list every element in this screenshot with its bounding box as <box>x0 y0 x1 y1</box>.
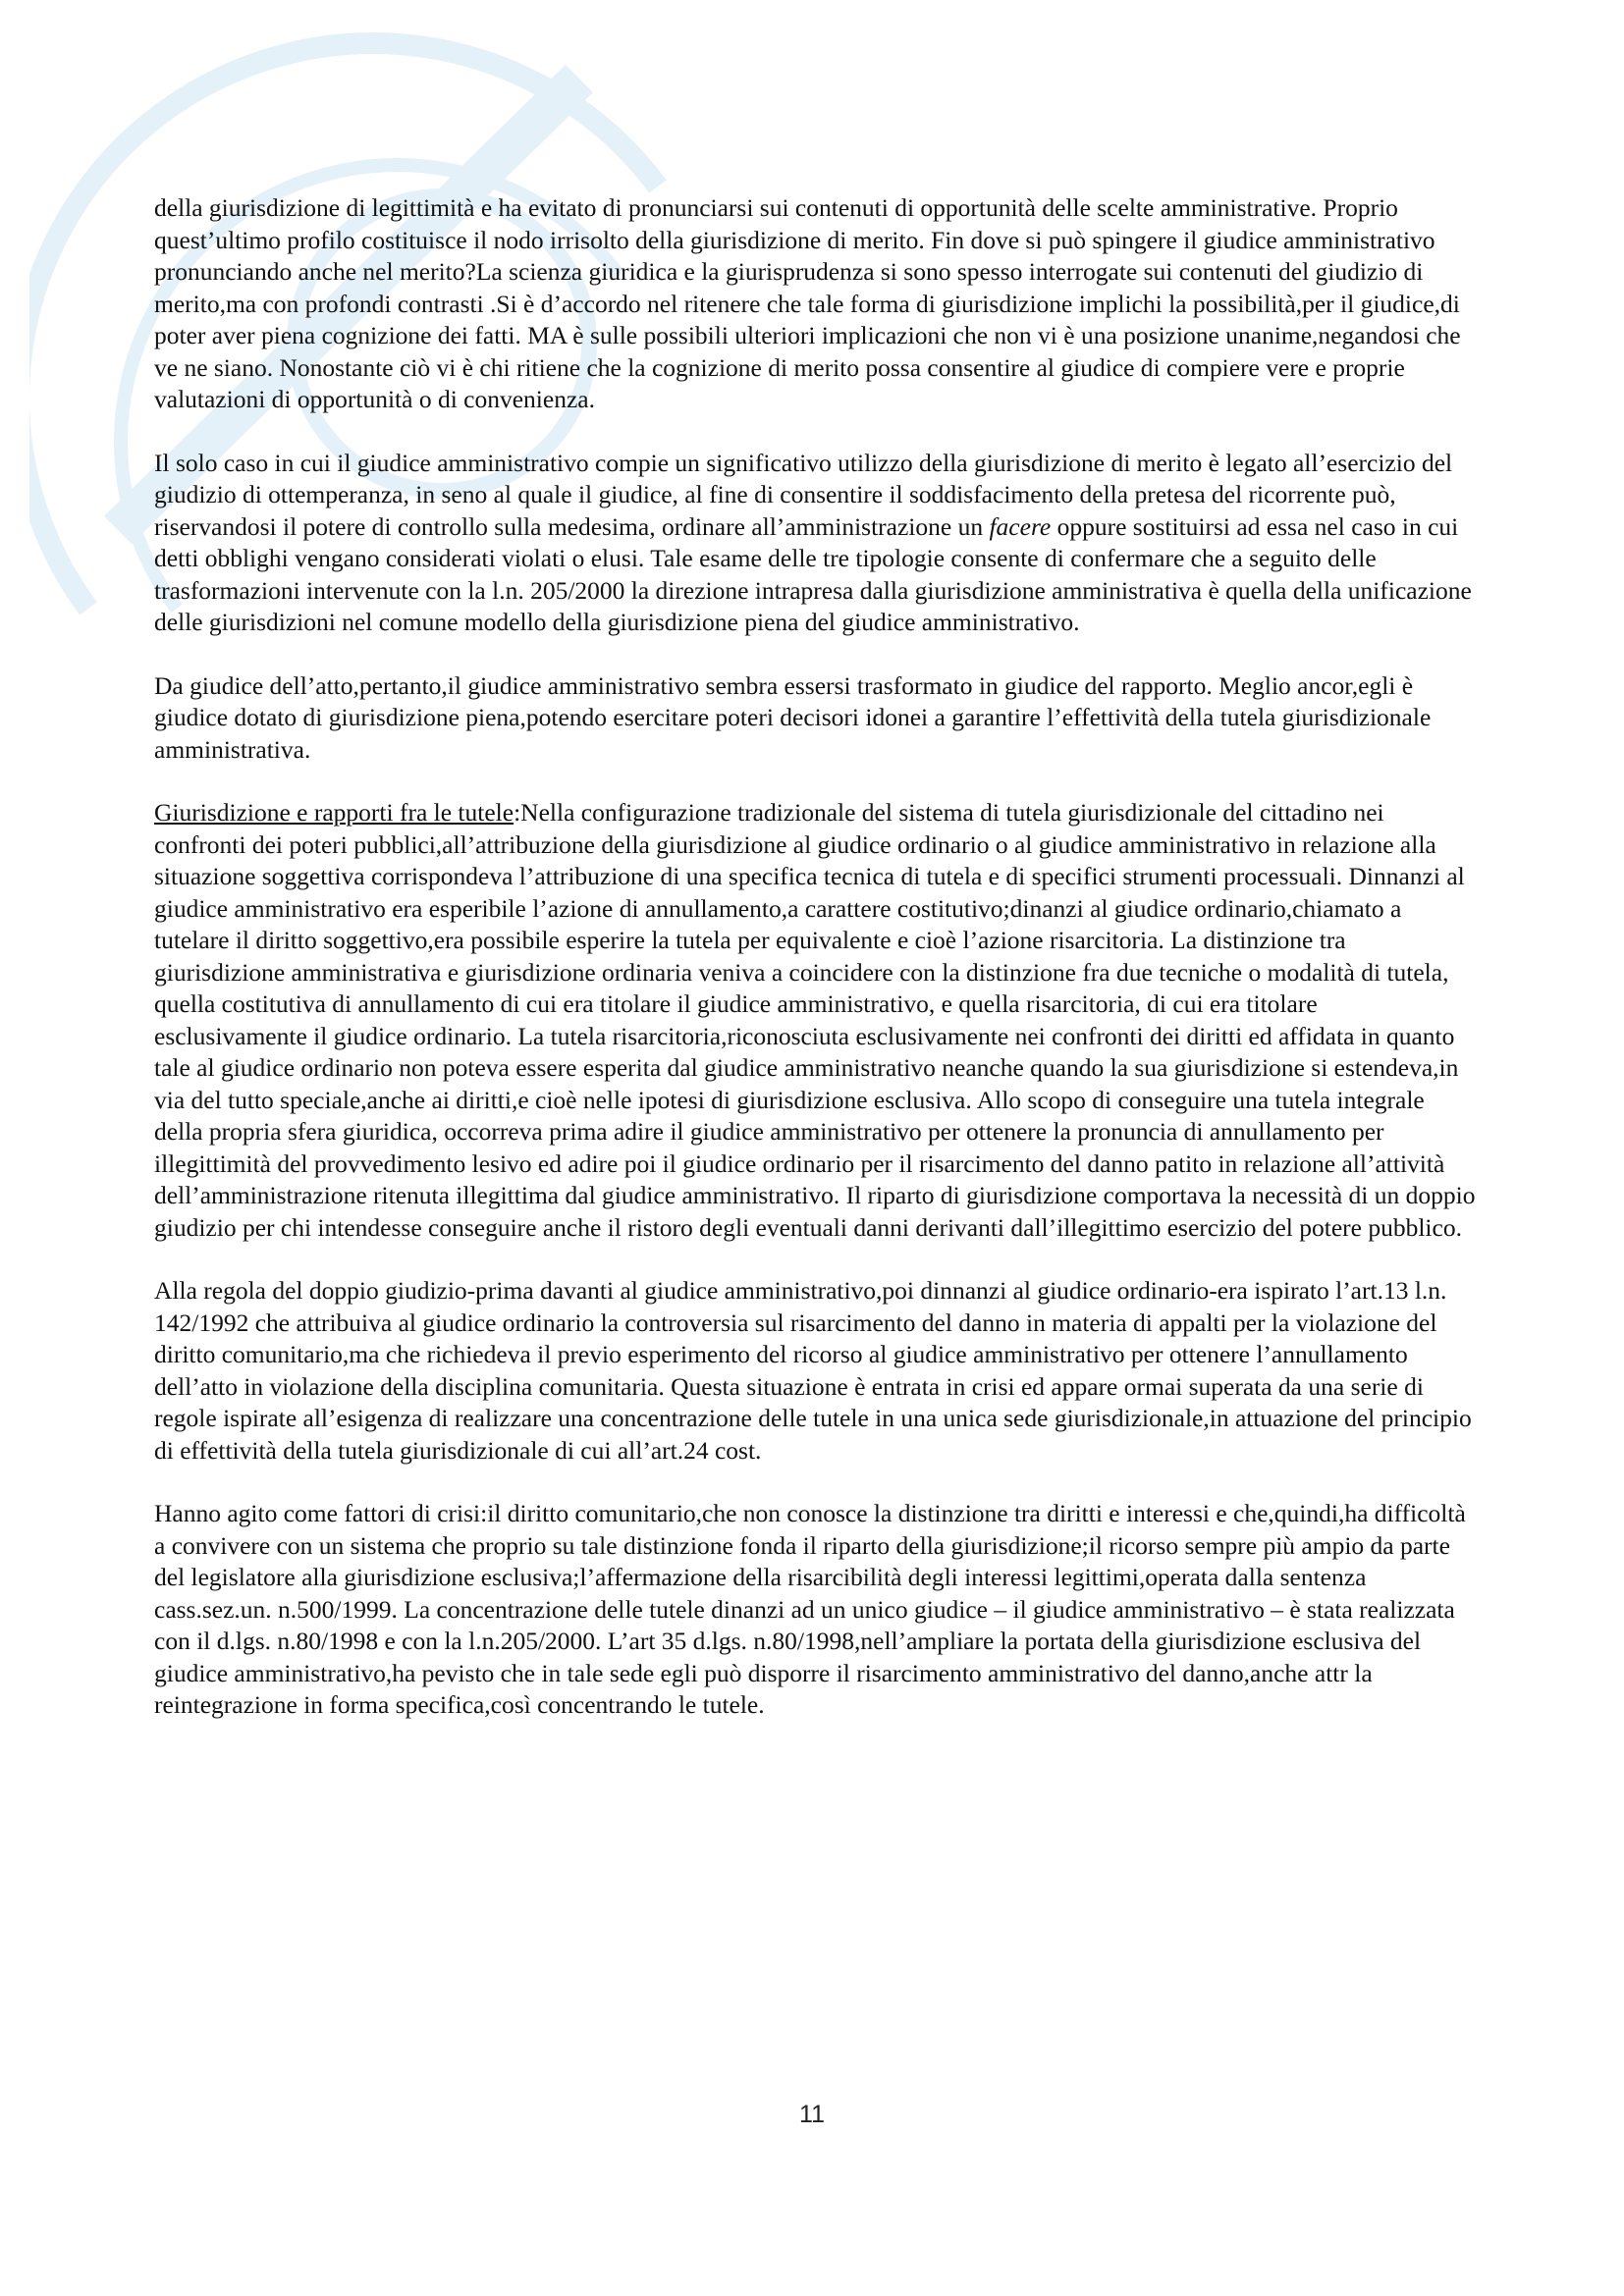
paragraph-text: Il solo caso in cui il giudice amministrativo compie un significativo utilizzo della giurisdizione di merito è legato all’esercizio del giudizio di ottemperanza, in seno al quale il giudice, al fine di consentire il soddisfacimento della pretesa del ricorrente può, riservandosi il potere di controllo sulla medesima, ordinare all’amministrazione un <box>154 448 1453 541</box>
paragraph <box>154 448 1476 639</box>
page-number: 11 <box>799 2101 825 2128</box>
paragraph <box>154 1498 1476 1722</box>
paragraph <box>154 797 1476 1244</box>
paragraph-text: oppure sostituirsi ad essa nel caso in cui detti obblighi vengano considerati violati o elusi. Tale esame delle tre tipologie consente di confermare che a seguito delle trasformazioni intervenute con la l.n. 205/2000 la direzione intrapresa dalla giurisdizione amministrativa è quella della unificazione delle giurisdizioni nel comune modello della giurisdizione piena del giudice amministrativo. <box>154 511 1472 636</box>
paragraph <box>154 1275 1476 1467</box>
section-heading: Giurisdizione e rapporti fra le tutele <box>154 798 514 827</box>
body-text <box>154 192 1476 1753</box>
italic-term: facere <box>989 511 1052 541</box>
paragraph <box>154 670 1476 767</box>
paragraph-text: Alla regola del doppio giudizio-prima davanti al giudice amministrativo,poi dinnanzi al giudice ordinario-era ispirato l’art.13 l.n. 142/1992 che attribuiva al giudice ordinario la controversia sul risarcimento del danno in materia di appalti per la violazione del diritto comunitario,ma che richiedeva il previo esperimento del ricorso al giudice amministrativo per ottenere l’annullamento dell’atto in violazione della disciplina comunitaria. Questa situazione è entrata in crisi ed appare ormai superata da una serie di regole ispirate all’esigenza di realizzare una concentrazione delle tutele in una unica sede giurisdizionale,in attuazione del principio di effettività della tutela giurisdizionale di cui all’art.24 cost. <box>154 1276 1472 1465</box>
paragraph-text: Da giudice dell’atto,pertanto,il giudice amministrativo sembra essersi trasformato in giudice del rapporto. Meglio ancor,egli è giudice dotato di giurisdizione piena,potendo esercitare poteri decisori idonei a garantire l’effettività della tutela giurisdizionale amministrativa. <box>154 670 1432 764</box>
paragraph-text: della giurisdizione di legittimità e ha evitato di pronunciarsi sui contenuti di opportunità delle scelte amministrative. Proprio quest’ultimo profilo costituisce il nodo irrisolto della giurisdizione di merito. Fin dove si può spingere il giudice amministrativo pronunciando anche nel merito?La scienza giuridica e la giurisprudenza si sono spesso interrogate sui contenuti del giudizio di merito,ma con profondi contrasti .Si è d’accordo nel ritenere che tale forma di giurisdizione implichi la possibilità,per il giudice,di poter aver piena cognizione dei fatti. MA è sulle possibili ulteriori implicazioni che non vi è una posizione unanime,negandosi che ve ne siano. Nonostante ciò vi è chi ritiene che la cognizione di merito possa consentire al giudice di compiere vere e proprie valutazioni di opportunità o di convenienza. <box>154 193 1461 413</box>
paragraph <box>154 192 1476 416</box>
paragraph-text: Hanno agito come fattori di crisi:il diritto comunitario,che non conosce la distinzione tra diritti e interessi e che,quindi,ha difficoltà a convivere con un sistema che proprio su tale distinzione fonda il riparto della giurisdizione;il ricorso sempre più ampio da parte del legislatore alla giurisdizione esclusiva;l’affermazione della risarcibilità degli interessi legittimi,operata dalla sentenza cass.sez.un. n.500/1999. La concentrazione delle tutele dinanzi ad un unico giudice – il giudice amministrativo – è stata realizzata con il d.lgs. n.80/1998 e con la l.n.205/2000. L’art 35 d.lgs. n.80/1998,nell’ampliare la portata della giurisdizione esclusiva del giudice amministrativo,ha pevisto che in tale sede egli può disporre il risarcimento amministrativo del danno,anche attr la reintegrazione in forma specifica,così concentrando le tutele. <box>154 1499 1466 1719</box>
paragraph-text: :Nella configurazione tradizionale del sistema di tutela giurisdizionale del cittadino nei confronti dei poteri pubblici,all’attribuzione della giurisdizione al giudice ordinario o al giudice amministrativo in relazione alla situazione soggettiva corrispondeva l’attribuzione di una specifica tecnica di tutela e di specifici strumenti processuali. Dinnanzi al giudice amministrativo era esperibile l’azione di annullamento,a carattere costitutivo;dinanzi al giudice ordinario,chiamato a tutelare il diritto soggettivo,era possibile esperire la tutela per equivalente e cioè l’azione risarcitoria. La distinzione tra giurisdizione amministrativa e giurisdizione ordinaria veniva a coincidere con la distinzione fra due tecniche o modalità di tutela, quella costitutiva di annullamento di cui era titolare il giudice amministrativo, e quella risarcitoria, di cui era titolare esclusivamente il giudice ordinario. La tutela risarcitoria,riconosciuta esclusivamente nei confronti dei diritti ed affidata in quanto tale al giudice ordinario non poteva essere esperita dal giudice amministrativo neanche quando la sua giurisdizione si estendeva,in via del tutto speciale,anche ai diritti,e cioè nelle ipotesi di giurisdizione esclusiva. Allo scopo di conseguire una tutela integrale della propria sfera giuridica, occorreva prima adire il giudice amministrativo per ottenere la pronuncia di annullamento per illegittimità del provvedimento lesivo ed adire poi il giudice ordinario per il risarcimento del danno patito in relazione all’attività dell’amministrazione ritenuta illegittima dal giudice amministrativo. Il riparto di giurisdizione comportava la necessità di un doppio giudizio per chi intendesse conseguire anche il ristoro degli eventuali danni derivanti dall’illegittimo esercizio del potere pubblico. <box>154 798 1476 1242</box>
